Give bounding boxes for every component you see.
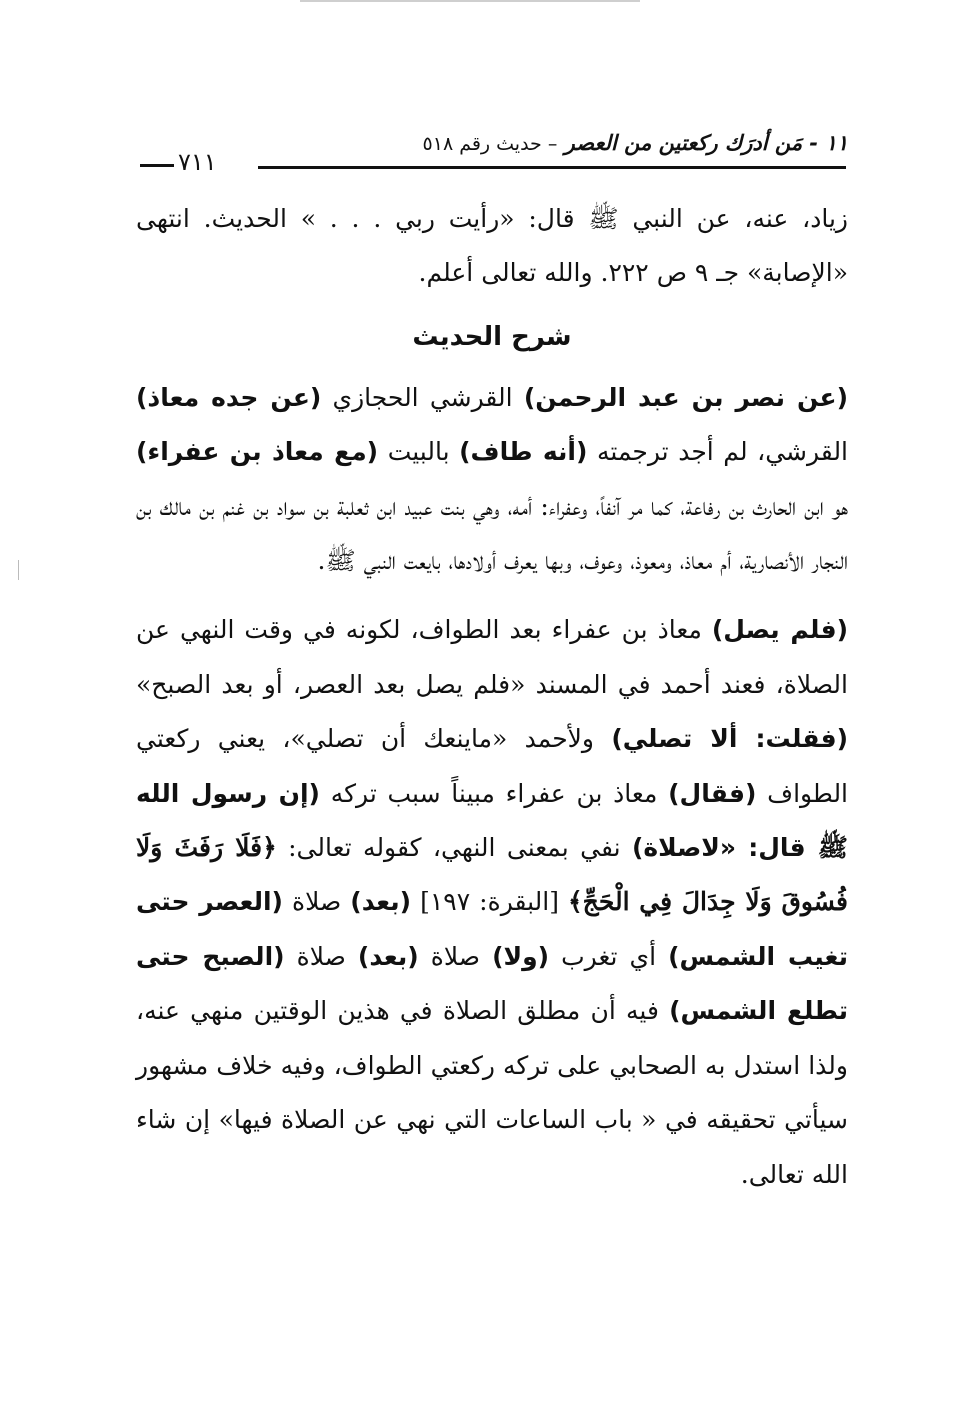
scan-margin-mark — [18, 560, 19, 580]
quoted-phrase: (ولا) — [492, 941, 550, 971]
chapter-title: ١١ - مَن أدرَك ركعتين من العصر — [564, 131, 848, 155]
main-text — [136, 192, 848, 1202]
commentary-text: نفي بمعنى النهي، كقوله تعالى: — [276, 833, 632, 863]
commentary-text: صلاة — [418, 941, 493, 971]
page-number-dash — [140, 164, 174, 167]
paragraph-2 — [136, 603, 848, 1201]
commentary-text: معاذ بن عفراء بعد الطواف، لكونه في وقت النهي عن الصلاة، فعند أحمد في المسند «فلم يصل بعد العصر، أو بعد الصبح» — [136, 615, 848, 699]
commentary-text: فيه أن مطلق الصلاة في هذين الوقتين منهي عنه، ولذا استدل به الصحابي على تركه ركعتي الطواف، وفيه خلاف مشهور سيأتي تحقيقه في « باب الساعات التي نهي عن الصلاة فيها» إن شاء الله تعالى. — [136, 996, 848, 1189]
header-rule — [258, 166, 846, 169]
quoted-phrase: (أنه طاف) — [459, 437, 588, 467]
quoted-phrase: (بعد) — [357, 941, 419, 971]
commentary-text: القرشي، لم أجد ترجمته — [587, 437, 849, 467]
quoted-phrase: (العصر حتى تغيب الشمس) — [136, 887, 849, 971]
commentary-text: بالبيت — [378, 437, 460, 467]
commentary-text: أي تغرب — [549, 941, 669, 971]
quoted-phrase: (مع معاذ بن عفراء) — [136, 437, 379, 467]
verse-reference: [البقرة: ١٩٧] — [411, 887, 569, 917]
quoted-phrase: (الصبح حتى تطلع الشمس) — [136, 941, 848, 1026]
commentary-text: معاذ بن عفراء مبيناً سبب تركه — [319, 778, 669, 808]
page-number: ٧١١ — [178, 148, 217, 176]
quoted-phrase: (بعد) — [350, 887, 412, 917]
quoted-phrase: (فقال) — [668, 778, 757, 808]
quoted-phrase: (عن نصر بن عبد الرحمن) — [523, 382, 848, 412]
commentary-text: ولأحمد «ماينعك أن تصلي»، يعني ركعتي الطواف — [136, 724, 849, 808]
commentary-text: القرشي الحجازي — [321, 382, 524, 412]
quoted-phrase: (فلم يصل) — [711, 615, 849, 645]
quoted-phrase: (فقلت: ألا تصلي) — [611, 724, 849, 754]
commentary-text: صلاة — [282, 887, 351, 917]
section-heading: شرح الحديث — [412, 321, 572, 352]
commentary-text: صلاة — [284, 941, 358, 971]
commentary-text: هو ابن الحارث بن رفاعة، كما مر آنفاً، وعفراء: أمه، وهي بنت عبيد ابن ثعلبة بن سواد بن غنم بن مالك بن النجار الأنصارية، أم معاذ، ومعوذ، وعوف، وبها يعرف أولادها، بايعت النبي ﷺ. — [136, 491, 848, 576]
running-title — [423, 128, 848, 159]
intro-paragraph: زياد، عنه، عن النبي ﷺ قال: «رأيت ربي . . . » الحديث. انتهى «الإصابة» جـ ٩ ص ٢٢٢. والله تعالى أعلم. — [136, 204, 848, 288]
quran-verse: ﴿فَلَا رَفَثَ وَلَا فُسُوقَ وَلَا جِدَالَ فِي الْحَجِّ﴾ — [136, 833, 849, 917]
running-header — [140, 128, 848, 168]
paragraph-1 — [136, 371, 848, 589]
quoted-phrase: (إن رسول الله ﷺ قال: «لاصلاة) — [136, 778, 848, 863]
hadith-reference: – حديث رقم ٥١٨ — [422, 133, 558, 155]
quoted-phrase: (عن جده معاذ) — [136, 382, 322, 412]
scan-edge-line — [300, 0, 640, 2]
